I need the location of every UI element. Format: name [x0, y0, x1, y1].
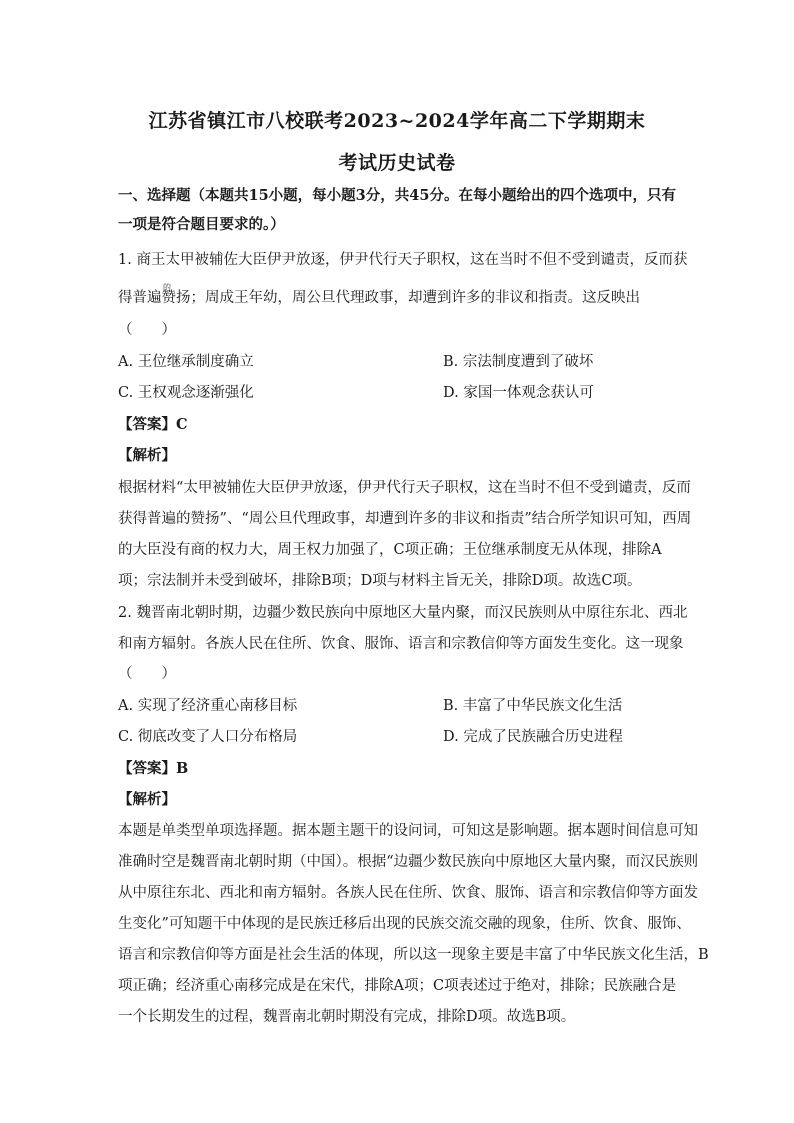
- q1-answer: 【答案】C: [118, 416, 188, 433]
- q2-analysis-line: 准确时空是魏晋南北朝时期（中国）。根据“边疆少数民族向中原地区大量内聚，而汉民族则: [118, 854, 699, 870]
- q1-analysis-line: 的大臣没有商的权力大，周王权力加强了，C项正确；王位继承制度无从体现，排除A: [118, 542, 662, 558]
- q1-analysis-line: 根据材料“太甲被辅佐大臣伊尹放逐，伊尹代行天子职权，这在当时不但不受到谴责，反而: [118, 480, 691, 496]
- q2-analysis-heading: 【解析】: [118, 791, 176, 808]
- exam-title-line-1: 江苏省镇江市八校联考2023~2024学年高二下学期期末: [148, 110, 646, 132]
- q1-option-a: A. 王位继承制度确立: [118, 354, 254, 370]
- q1-stem-line-2: 得普遍赞扬；周成王年幼，周公旦代理政事，却遭到许多的非议和指责。这反映出: [118, 290, 640, 306]
- section-heading-cont: 一项是符合题目要求的。）: [118, 216, 285, 233]
- q2-analysis-line: 生变化”可知题干中体现的是民族迁移后出现的民族交流交融的现象，住所、饮食、服饰、: [118, 916, 691, 932]
- q1-analysis-line: 获得普遍的赞扬”、“周公旦代理政事，却遭到许多的非议和指责”结合所学知识可知，西周: [118, 511, 692, 527]
- q2-answer: 【答案】B: [118, 760, 189, 777]
- q2-analysis-line: 语言和宗教信仰等方面是社会生活的体现，所以这一现象主要是丰富了中华民族文化生活，B: [118, 947, 709, 963]
- q1-option-c: C. 王权观念逐渐强化: [118, 385, 254, 401]
- q2-stem-line-1: 2. 魏晋南北朝时期，边疆少数民族向中原地区大量内聚，而汉民族则从中原往东北、西北: [118, 605, 688, 621]
- section-heading: 一、选择题（本题共15小题，每小题3分，共45分。在每小题给出的四个选项中，只有: [118, 187, 676, 204]
- q2-analysis-line: 本题是单类型单项选择题。据本题主题干的设问词，可知这是影响题。据本题时间信息可知: [118, 823, 698, 839]
- q1-option-b: B. 宗法制度遭到了破坏: [443, 354, 594, 370]
- q1-analysis-line: 项；宗法制并未受到破坏，排除B项；D项与材料主旨无关，排除D项。故选C项。: [118, 573, 642, 589]
- q1-analysis-heading: 【解析】: [118, 447, 176, 464]
- q2-paren: （ ）: [118, 666, 176, 682]
- q2-analysis-line: 从中原往东北、西北和南方辐射。各族人民在住所、饮食、服饰、语言和宗教信仰等方面发: [118, 885, 698, 901]
- q1-option-d: D. 家国一体观念获认可: [443, 385, 594, 401]
- q2-analysis-line: 一个长期发生的过程，魏晋南北朝时期没有完成，排除D项。故选B项。: [118, 1009, 576, 1025]
- exam-title-line-2: 考试历史试卷: [338, 152, 456, 174]
- q1-paren: （ ）: [118, 322, 176, 338]
- q2-option-d: D. 完成了民族融合历史进程: [443, 729, 623, 745]
- q2-option-c: C. 彻底改变了人口分布格局: [118, 729, 298, 745]
- q1-stem-line-1: 1. 商王太甲被辅佐大臣伊尹放逐，伊尹代行天子职权，这在当时不但不受到谴责，反而获: [118, 252, 688, 268]
- q2-option-a: A. 实现了经济重心南移目标: [118, 698, 298, 714]
- q2-stem-line-2: 和南方辐射。各族人民在住所、饮食、服饰、语言和宗教信仰等方面发生变化。这一现象: [118, 636, 684, 652]
- q2-option-b: B. 丰富了中华民族文化生活: [443, 698, 623, 714]
- q1-stem-small-note: 的: [163, 283, 171, 292]
- q2-analysis-line: 项正确；经济重心南移完成是在宋代，排除A项；C项表述过于绝对，排除；民族融合是: [118, 978, 677, 994]
